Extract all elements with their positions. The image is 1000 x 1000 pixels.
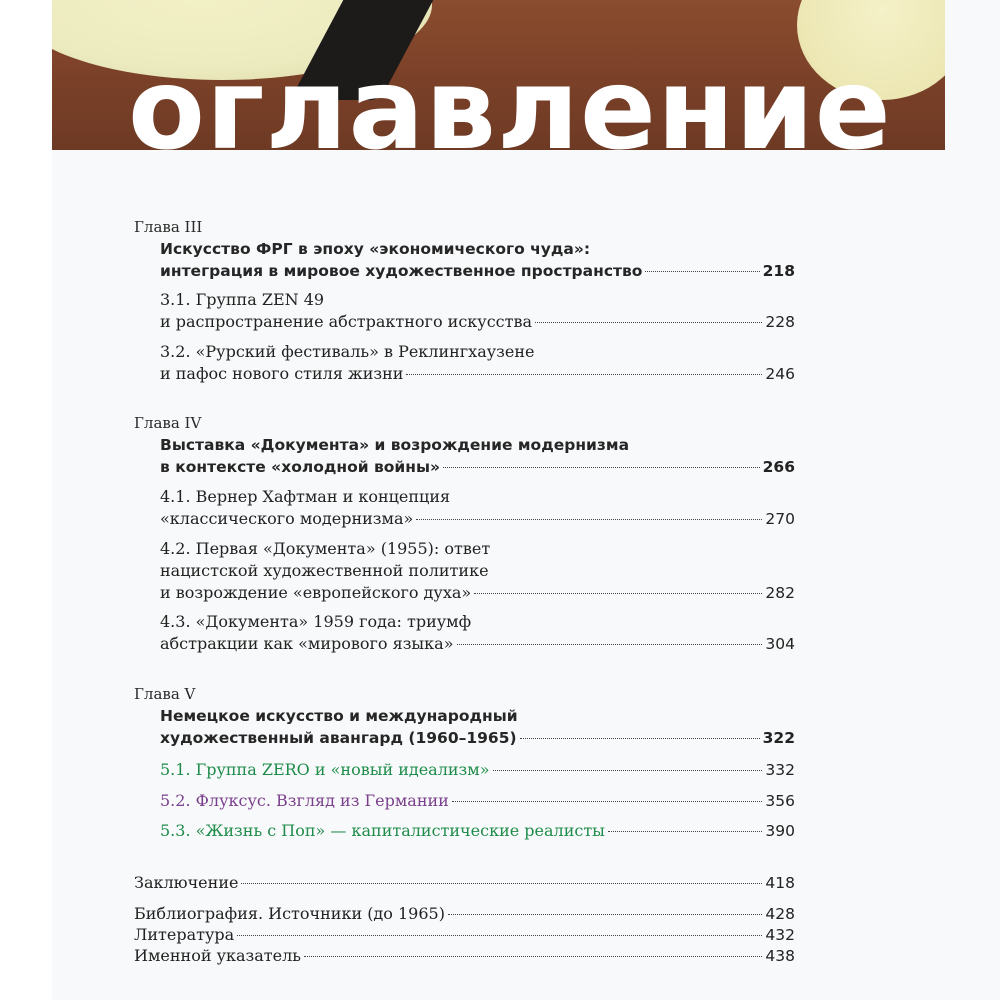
chapter-title-line: интеграция в мировое художественное пространство	[160, 262, 643, 280]
backmatter-entry[interactable]	[134, 946, 795, 965]
page-number: 432	[765, 926, 795, 944]
leader-dots	[304, 956, 762, 957]
chapter-title-line: в контексте «холодной войны»	[160, 458, 441, 476]
page-number: 282	[765, 584, 795, 602]
section-entry[interactable]	[160, 821, 795, 840]
chapter-title-line: художественный авангард (1960–1965)	[160, 729, 517, 747]
leader-dots	[416, 519, 762, 520]
chapter-title-line: Выставка «Документа» и возрождение модернизма	[160, 436, 630, 454]
section-title-line: нацистской художественной политике	[160, 561, 489, 580]
section-title-line: 5.1. Группа ZERO и «новый идеализм»	[160, 760, 490, 779]
leader-dots	[457, 644, 763, 645]
backmatter-entry[interactable]	[134, 873, 795, 892]
section-title-line: абстракции как «мирового языка»	[160, 634, 454, 653]
section-entry[interactable]	[160, 634, 795, 653]
chapter-entry[interactable]	[160, 729, 795, 747]
page-number: 218	[762, 262, 795, 280]
leader-dots	[474, 593, 762, 594]
page-number: 428	[765, 905, 795, 923]
leader-dots	[237, 935, 762, 936]
page-number: 322	[762, 729, 795, 747]
page-number: 356	[765, 792, 795, 810]
page-number: 270	[765, 510, 795, 528]
leader-dots	[608, 831, 763, 832]
leader-dots	[443, 467, 760, 468]
page-title: оглавление	[128, 54, 892, 150]
section-title-line: и возрождение «европейского духа»	[160, 583, 472, 602]
backmatter-label: Заключение	[134, 873, 239, 892]
section-title-line: 4.1. Вернер Хафтман и концепция	[160, 487, 451, 506]
section-entry[interactable]	[160, 583, 795, 602]
section-title-line: и пафос нового стиля жизни	[160, 364, 404, 383]
section-entry[interactable]	[160, 760, 795, 779]
leader-dots	[452, 801, 763, 802]
chapter-title-line: Искусство ФРГ в эпоху «экономического чуда»:	[160, 240, 591, 258]
leader-dots	[406, 374, 762, 375]
section-title-line: 3.1. Группа ZEN 49	[160, 290, 325, 309]
leader-dots	[448, 914, 762, 915]
section-entry[interactable]	[160, 312, 795, 331]
leader-dots	[520, 738, 760, 739]
page-number: 266	[762, 458, 795, 476]
section-title-line: 3.2. «Рурский фестиваль» в Реклингхаузене	[160, 342, 535, 361]
section-title-line: «классического модернизма»	[160, 509, 414, 528]
leader-dots	[535, 322, 762, 323]
backmatter-label: Библиография. Источники (до 1965)	[134, 904, 445, 923]
chapter-label: Глава III	[134, 218, 203, 236]
section-entry[interactable]	[160, 791, 795, 810]
page-number: 246	[765, 365, 795, 383]
section-entry[interactable]	[160, 364, 795, 383]
section-title-line: и распространение абстрактного искусства	[160, 312, 533, 331]
section-entry[interactable]	[160, 509, 795, 528]
backmatter-entry[interactable]	[134, 925, 795, 944]
leader-dots	[645, 271, 759, 272]
chapter-label: Глава IV	[134, 414, 202, 432]
section-title-line: 4.2. Первая «Документа» (1955): ответ	[160, 539, 491, 558]
leader-dots	[241, 883, 762, 884]
section-title-line: 4.3. «Документа» 1959 года: триумф	[160, 612, 472, 631]
leader-dots	[493, 770, 763, 771]
page-number: 228	[765, 313, 795, 331]
backmatter-label: Литература	[134, 925, 235, 944]
chapter-entry[interactable]	[160, 262, 795, 280]
page-number: 418	[765, 874, 795, 892]
section-title-line: 5.2. Флуксус. Взгляд из Германии	[160, 791, 449, 810]
chapter-entry[interactable]	[160, 458, 795, 476]
section-title-line: 5.3. «Жизнь с Поп» — капиталистические реалисты	[160, 821, 605, 840]
backmatter-label: Именной указатель	[134, 946, 301, 965]
chapter-title-line: Немецкое искусство и международный	[160, 707, 518, 725]
page-number: 332	[765, 761, 795, 779]
page-number: 304	[765, 635, 795, 653]
page-number: 390	[765, 822, 795, 840]
chapter-label: Глава V	[134, 685, 196, 703]
backmatter-entry[interactable]	[134, 904, 795, 923]
page-number: 438	[765, 947, 795, 965]
